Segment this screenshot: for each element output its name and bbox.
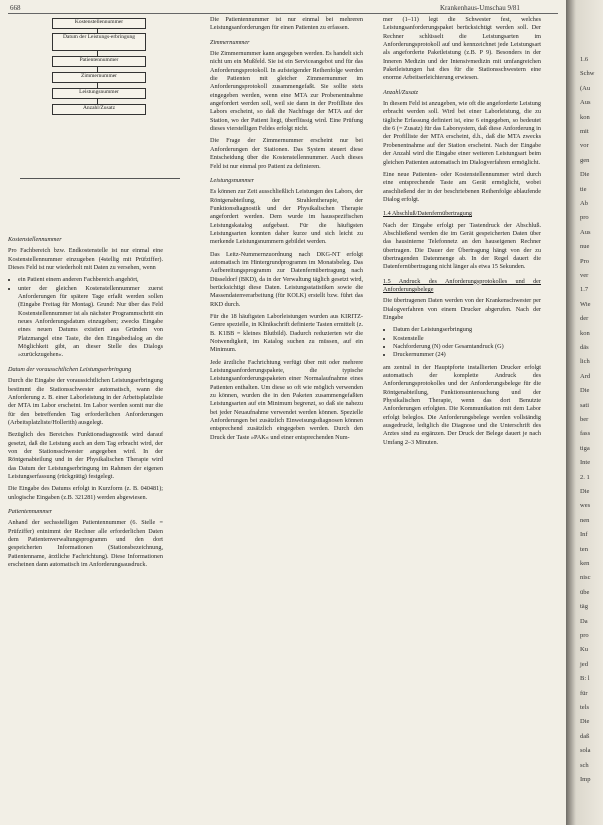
paragraph: Jede ärztliche Fachrichtung verfügt über mit oder mehrere Leistungsanforderungspakete, die typische Leistungsanforderungspaketen einer Normalaufnahme eines Patienten enthalten. Um diese so oft wie möglich verwenden zu können, wurden die in den Paketen zusammengefaßten Leistungsarten auf ein Minimum begrenzt, so daß sie nahezu bei jeder Neuaufnahme verwendet werden können. Spezielle Anforderungen bei zusätzlich Einweisungsdiagnosen können entsprechend zusätzlich eingegeben werden. Durch den Druck der Taste »PAK« und einer entsprechenden Num- bbox=[210, 358, 363, 441]
facing-page-fragment: pro bbox=[580, 214, 589, 222]
flow-box-service: Leistungsnummer bbox=[52, 88, 146, 99]
facing-page-fragment: Ard bbox=[580, 372, 591, 380]
paragraph: Nach der Eingabe erfolgt per Tastendruck der Abschluß. Abschließend werden die im Gerät gespeicherten Daten über das hausinterne Telefonnetz an den hauseigenen Rechner übertragen. Die Dauer der Übertragung hängt von der zu übertragenden Datenmenge ab. In der Regel dauert die Datenfernübertragung nicht länger als etwa 15 Sekunden. bbox=[383, 221, 541, 271]
paragraph: Die Zimmernummer kann angegeben werden. Es handelt sich nicht um ein Mußfeld. Sie ist ein Serviceangebot und für das Anforderungsprotokoll. In aufsteigender Reihenfolge werden die Patienten mit gleicher Zimmernummer im Anforderungsprotokoll zusammengefaßt. Sie sollte stets eingegeben werden, wenn eine MTA zur Probenentnahme angefordert werden soll, weil sie dann in der Profilliste des Labors erscheint, so daß die Nachfrage der MTA auf der Station, wo der Patient liegt, überflüssig wird. Eine Prüfung dieses vierstelligen Feldes erfolgt nicht. bbox=[210, 50, 363, 133]
section-heading-print: 1.5 Andruck des Anforderungsprotokolles und der Anforderungsbelege bbox=[383, 277, 541, 293]
flow-box-cost-center: Kostenstellennummer bbox=[52, 18, 146, 29]
paragraph: Durch die Eingabe der voraussichtlichen Leistungserbringung bestimmt die Stationsschwester automatisch, wann die Anforderung z. B. einer Laborleistung in der Arbeitsplatzliste der MTA im Labor erscheint. Im Labor werden somit nur die für den betreffenden Tag erforderlichen Anforderungen (Arbeitsplatzliste/Hollerith) ausgelegt. bbox=[8, 377, 163, 426]
facing-page-fragment: nen bbox=[580, 516, 590, 524]
heading-service-number: Leistungsnummer bbox=[210, 176, 255, 184]
list-item: • Druckernummer (24) bbox=[393, 351, 541, 359]
bullet-list bbox=[8, 276, 163, 359]
facing-page-fragment: Ku bbox=[580, 646, 588, 654]
facing-page-fragment: ken bbox=[580, 560, 590, 567]
facing-page-fragment: Inf bbox=[580, 531, 588, 539]
facing-page-fragment: nue bbox=[580, 243, 590, 251]
facing-page-fragment: Imp bbox=[580, 776, 591, 783]
facing-page-fragment: nisc bbox=[580, 574, 591, 582]
facing-page-fragment: übe bbox=[580, 588, 590, 596]
heading-count: Anzahl/Zusatz bbox=[383, 88, 419, 96]
facing-page-fragment: jed bbox=[580, 660, 588, 668]
facing-page-fragment: der bbox=[580, 315, 589, 323]
column-1 bbox=[8, 230, 163, 573]
facing-page-fragment: täg bbox=[580, 603, 588, 611]
facing-page-fragment: daß bbox=[580, 732, 590, 740]
flow-box-room: Zimmernummer bbox=[52, 72, 146, 83]
paragraph: In diesem Feld ist anzugeben, wie oft die angeforderte Leistung erbracht werden soll. Wird bei einer Laborleistung, die zu tägliche Erfassung definiert ist, eine 6 eingegeben, so bedeutet die 6 (= Zusatz) für das Laborsystem, daß diese Anforderung in der Profilliste der MTA erscheint, d.h., daß die MTA zwecks Probenentnahme auf der Station erscheint. Nach der Eingabe der Anzahl wird die Eingabe einer weiteren Leistungsart beim gleichen Patienten automatisch im Dialogverfahren ermöglicht. bbox=[383, 100, 541, 166]
facing-page-edge bbox=[566, 0, 603, 825]
facing-page-fragment: Inte bbox=[580, 459, 591, 467]
paragraph: Das Leitz-Nummernzuordnung nach DKG-NT erfolgt automatisch im Hintergrundprogramm im Monatsbeleg. Das Aufbereitungsprogramm zur Datenfernübertragung nach Düsseldorf (BKD), da in der Verwaltung täglich gesetzt wird, berücksichtigt diese Daten. Leistungsstatistiken sowie die Massendatenverarbeitung (für KOLK) erstellt bzw. führt das RKD durch. bbox=[210, 250, 363, 308]
list-item: • ein Patient einem anderen Fachbereich angehört, bbox=[18, 276, 163, 284]
section-heading-transfer: 1.4 Abschluß/Datenfernübertragung bbox=[383, 210, 473, 218]
paragraph: Die Frage der Zimmernummer erscheint nur bei Anforderungen der Stationen. Das System steuert diese Entscheidung über die Kostenstellennummer. Auch dieses Feld ist nur einmal pro Patient zu definieren. bbox=[210, 137, 363, 170]
paragraph: Eine neue Patienten- oder Kostenstellennummer wird durch eine entsprechende Taste am Gerät ermöglicht, wobei anschließend der in der beschriebenen Reihenfolge ablaufende Dialog erfolgt. bbox=[383, 170, 541, 203]
running-title: Krankenhaus-Umschau 9/81 bbox=[440, 4, 520, 12]
facing-page-fragment: fass bbox=[580, 430, 591, 438]
facing-page-fragment: Aus bbox=[580, 99, 591, 107]
flow-box-patient: Patientennummer bbox=[52, 56, 146, 67]
paragraph: Die Patientennummer ist nur einmal bei mehreren Leistungsanforderungen für einen Patienten zu erfassen. bbox=[210, 16, 363, 32]
paragraph: am zentral in der Hauptpforte installierten Drucker erfolgt automatisch der komplette Andruck des Anforderungsprotokolles und der Anforderungsbelege für die Röntgenabteilung, Funktionsuntersuchung und der Physikalischen Therapie, wenn das dort Benutzte Anforderungen erfolgten. Die Kommunikation mit dem Labor erfolgt beleglos. Die Anforderungsbelege werden vollständig ausgedruckt, lediglich die Diagnose und die Unterschrift des Arztes sind zu ergänzen. Der Druck der Belege dauert je nach Umfang 2–3 Minuten. bbox=[383, 363, 541, 446]
facing-page-fragment: ten bbox=[580, 545, 588, 553]
facing-page-fragment: wes bbox=[580, 502, 591, 510]
facing-page-fragment: für bbox=[580, 689, 588, 697]
figure-rule bbox=[20, 178, 180, 179]
paragraph: Es können zur Zeit ausschließlich Leistungen des Labors, der Röntgenabteilung, der Strahlentherapie, der Funktionsdiagnostik und der Physikalischen Therapie angefordert werden. Dem wurde im hausspezifischen Leistungskatalog aufgebaut. Für die häufigsten Leistungsarten konnten daher kurze und sich leicht zu merkende Leistungsnummern gebildet werden. bbox=[210, 188, 363, 246]
facing-page-fragment: Da bbox=[580, 617, 588, 625]
facing-page-fragment: Ab bbox=[580, 200, 588, 207]
facing-page-fragment: sati bbox=[580, 401, 590, 409]
list-item: • Kostenstelle bbox=[393, 335, 541, 343]
header-rule bbox=[8, 13, 558, 14]
column-2 bbox=[210, 16, 363, 446]
column-3 bbox=[383, 16, 541, 451]
facing-page-fragment: sola bbox=[580, 747, 591, 755]
facing-page-fragment: 1.7 bbox=[580, 286, 589, 294]
facing-page-fragment: ver bbox=[580, 272, 589, 279]
facing-page-fragment: 1.6 bbox=[580, 56, 589, 63]
facing-page-fragment: 2. 1 bbox=[580, 473, 590, 481]
facing-page-fragment: ber bbox=[580, 416, 589, 423]
facing-page-fragment: Die bbox=[580, 488, 590, 495]
facing-page-fragment: B: l bbox=[580, 675, 590, 683]
heading-patient-number: Patientennummer bbox=[8, 507, 52, 515]
facing-page-fragment: (Au bbox=[580, 84, 591, 92]
paragraph: Die übertragenen Daten werden von der Krankenschwester per Dialogverfahren von einem Drucker abgerufen. Nach der Eingabe bbox=[383, 297, 541, 321]
list-item: • unter der gleichen Kostenstellennummer zuerst Anforderungen für spätere Tage erfaßt werden sollen (Eingabe Freitag für Montag). Grund: Nur über das Feld Kostenstellennummer ist als nächster Programmschritt ein neues Anforderungsdatum einzugeben; zwecks Eingabe eines neuen Datums existiert aus Gründen von Platzmangel eine Taste, die den Eingabedialog an die Möglichkeit gibt, an dieser Stelle des Dialogs »zurückzugehen«. bbox=[18, 285, 163, 360]
facing-page-fragment: mit bbox=[580, 128, 589, 135]
facing-page-fragment: tie bbox=[580, 185, 587, 193]
paragraph: mer (1–11) legt die Schwester fest, welches Leistungsanforderungspaket berücksichtigt werden soll. Der Rechner schlüsselt die Leistungsarten im Anforderungsprotokoll auf und kennzeichnet jede Leistungsart als angeforderte Paketleistung (z.B. P 9). Besonders in der Inneren Medizin und der Intensivmedizin mit umfangreichen Paketleistungen hat dies für die Stationsschwestern eine enorme Arbeitserleichterung erwiesen. bbox=[383, 16, 541, 82]
facing-page-fragment: kon bbox=[580, 329, 590, 337]
heading-cost-center: Kostenstellennummer bbox=[8, 236, 62, 243]
list-item: • Datum der Leistungserbringung bbox=[393, 326, 541, 334]
input-flowchart bbox=[22, 18, 182, 178]
facing-page-fragment: lich bbox=[580, 358, 590, 366]
paragraph: Pro Fachbereich bzw. Endkostenstelle ist nur einmal eine Kostenstellennummer einzugeben (4stellig mit Prüfziffer). Dieses Feld ist nur wiederholt mit Daten zu versehen, wenn bbox=[8, 247, 163, 272]
facing-page-fragment: vor bbox=[580, 142, 589, 150]
heading-date: Datum der vorausschtlichen Leistungserbringung bbox=[8, 365, 132, 373]
page-number: 668 bbox=[10, 4, 21, 12]
facing-page-fragment: Pro bbox=[580, 257, 590, 265]
facing-page-fragment: däs bbox=[580, 344, 589, 351]
paragraph: Anhand der sechsstelligen Patientennummer (6. Stelle = Prüfziffer) entnimmt der Rechner alle erforderlichen Daten dem Patientenverwaltungsprogramm und den dort gespeicherten Informationen (Stationsbezeichnung, Patientenname, ärztliche Fachrichtung). Diese Informationen erscheinen dann automatisch im Anforderungsausdruck. bbox=[8, 519, 163, 569]
bullet-list bbox=[383, 326, 541, 359]
facing-page-fragment: gen bbox=[580, 156, 590, 164]
list-item: • Nachforderung (N) oder Gesamtandruck (G) bbox=[393, 343, 541, 351]
heading-room-number: Zimmernummer bbox=[210, 38, 250, 46]
paragraph: Die Eingabe des Datums erfolgt in Kurzform (z. B. 040481); unlogische Eingaben (z.B. 321281) werden abgewiesen. bbox=[8, 485, 163, 501]
flow-box-count: Anzahl/Zusatz bbox=[52, 104, 146, 115]
facing-page-fragment: Die bbox=[580, 171, 590, 179]
facing-page-fragment: Wie bbox=[580, 300, 591, 308]
facing-page-fragment: sch bbox=[580, 761, 589, 769]
flow-box-date: Datum der Leistungs-erbringung bbox=[52, 33, 146, 51]
facing-page-fragment: kon bbox=[580, 113, 590, 121]
facing-page-fragment: tiga bbox=[580, 444, 590, 452]
facing-page-fragment: Schw bbox=[580, 70, 595, 78]
paragraph: Bezüglich des Bereiches Funktionsdiagnostik wird darauf gesetzt, daß die Leistung auch an dem Tag erbracht wird, der von der Stationsschwester angegeben wird. In der Röntgenabteilung und in der Physikalischen Therapie wird das Datum der Leistungserbringung im Rahmen der eigenen Leistungserfassung (rückgrätig) festgelegt. bbox=[8, 431, 163, 480]
facing-page-fragment: Aus bbox=[580, 228, 591, 236]
facing-page-fragment: pro bbox=[580, 632, 589, 639]
paragraph: Für die 18 häufigsten Laborleistungen wurden aus KIRITZ-Genre spezielle, in Klinikschrift definierte Tasten ermittelt (z. B. K1BB = kleines Blutbild). Dadurch reduzierten wir die Notwendigkeit, im Katalog suchen zu müssen, auf ein Minimum. bbox=[210, 313, 363, 354]
facing-page-fragment: Die bbox=[580, 718, 590, 726]
facing-page-fragment: Die bbox=[580, 387, 590, 395]
facing-page-fragment: tels bbox=[580, 704, 590, 711]
